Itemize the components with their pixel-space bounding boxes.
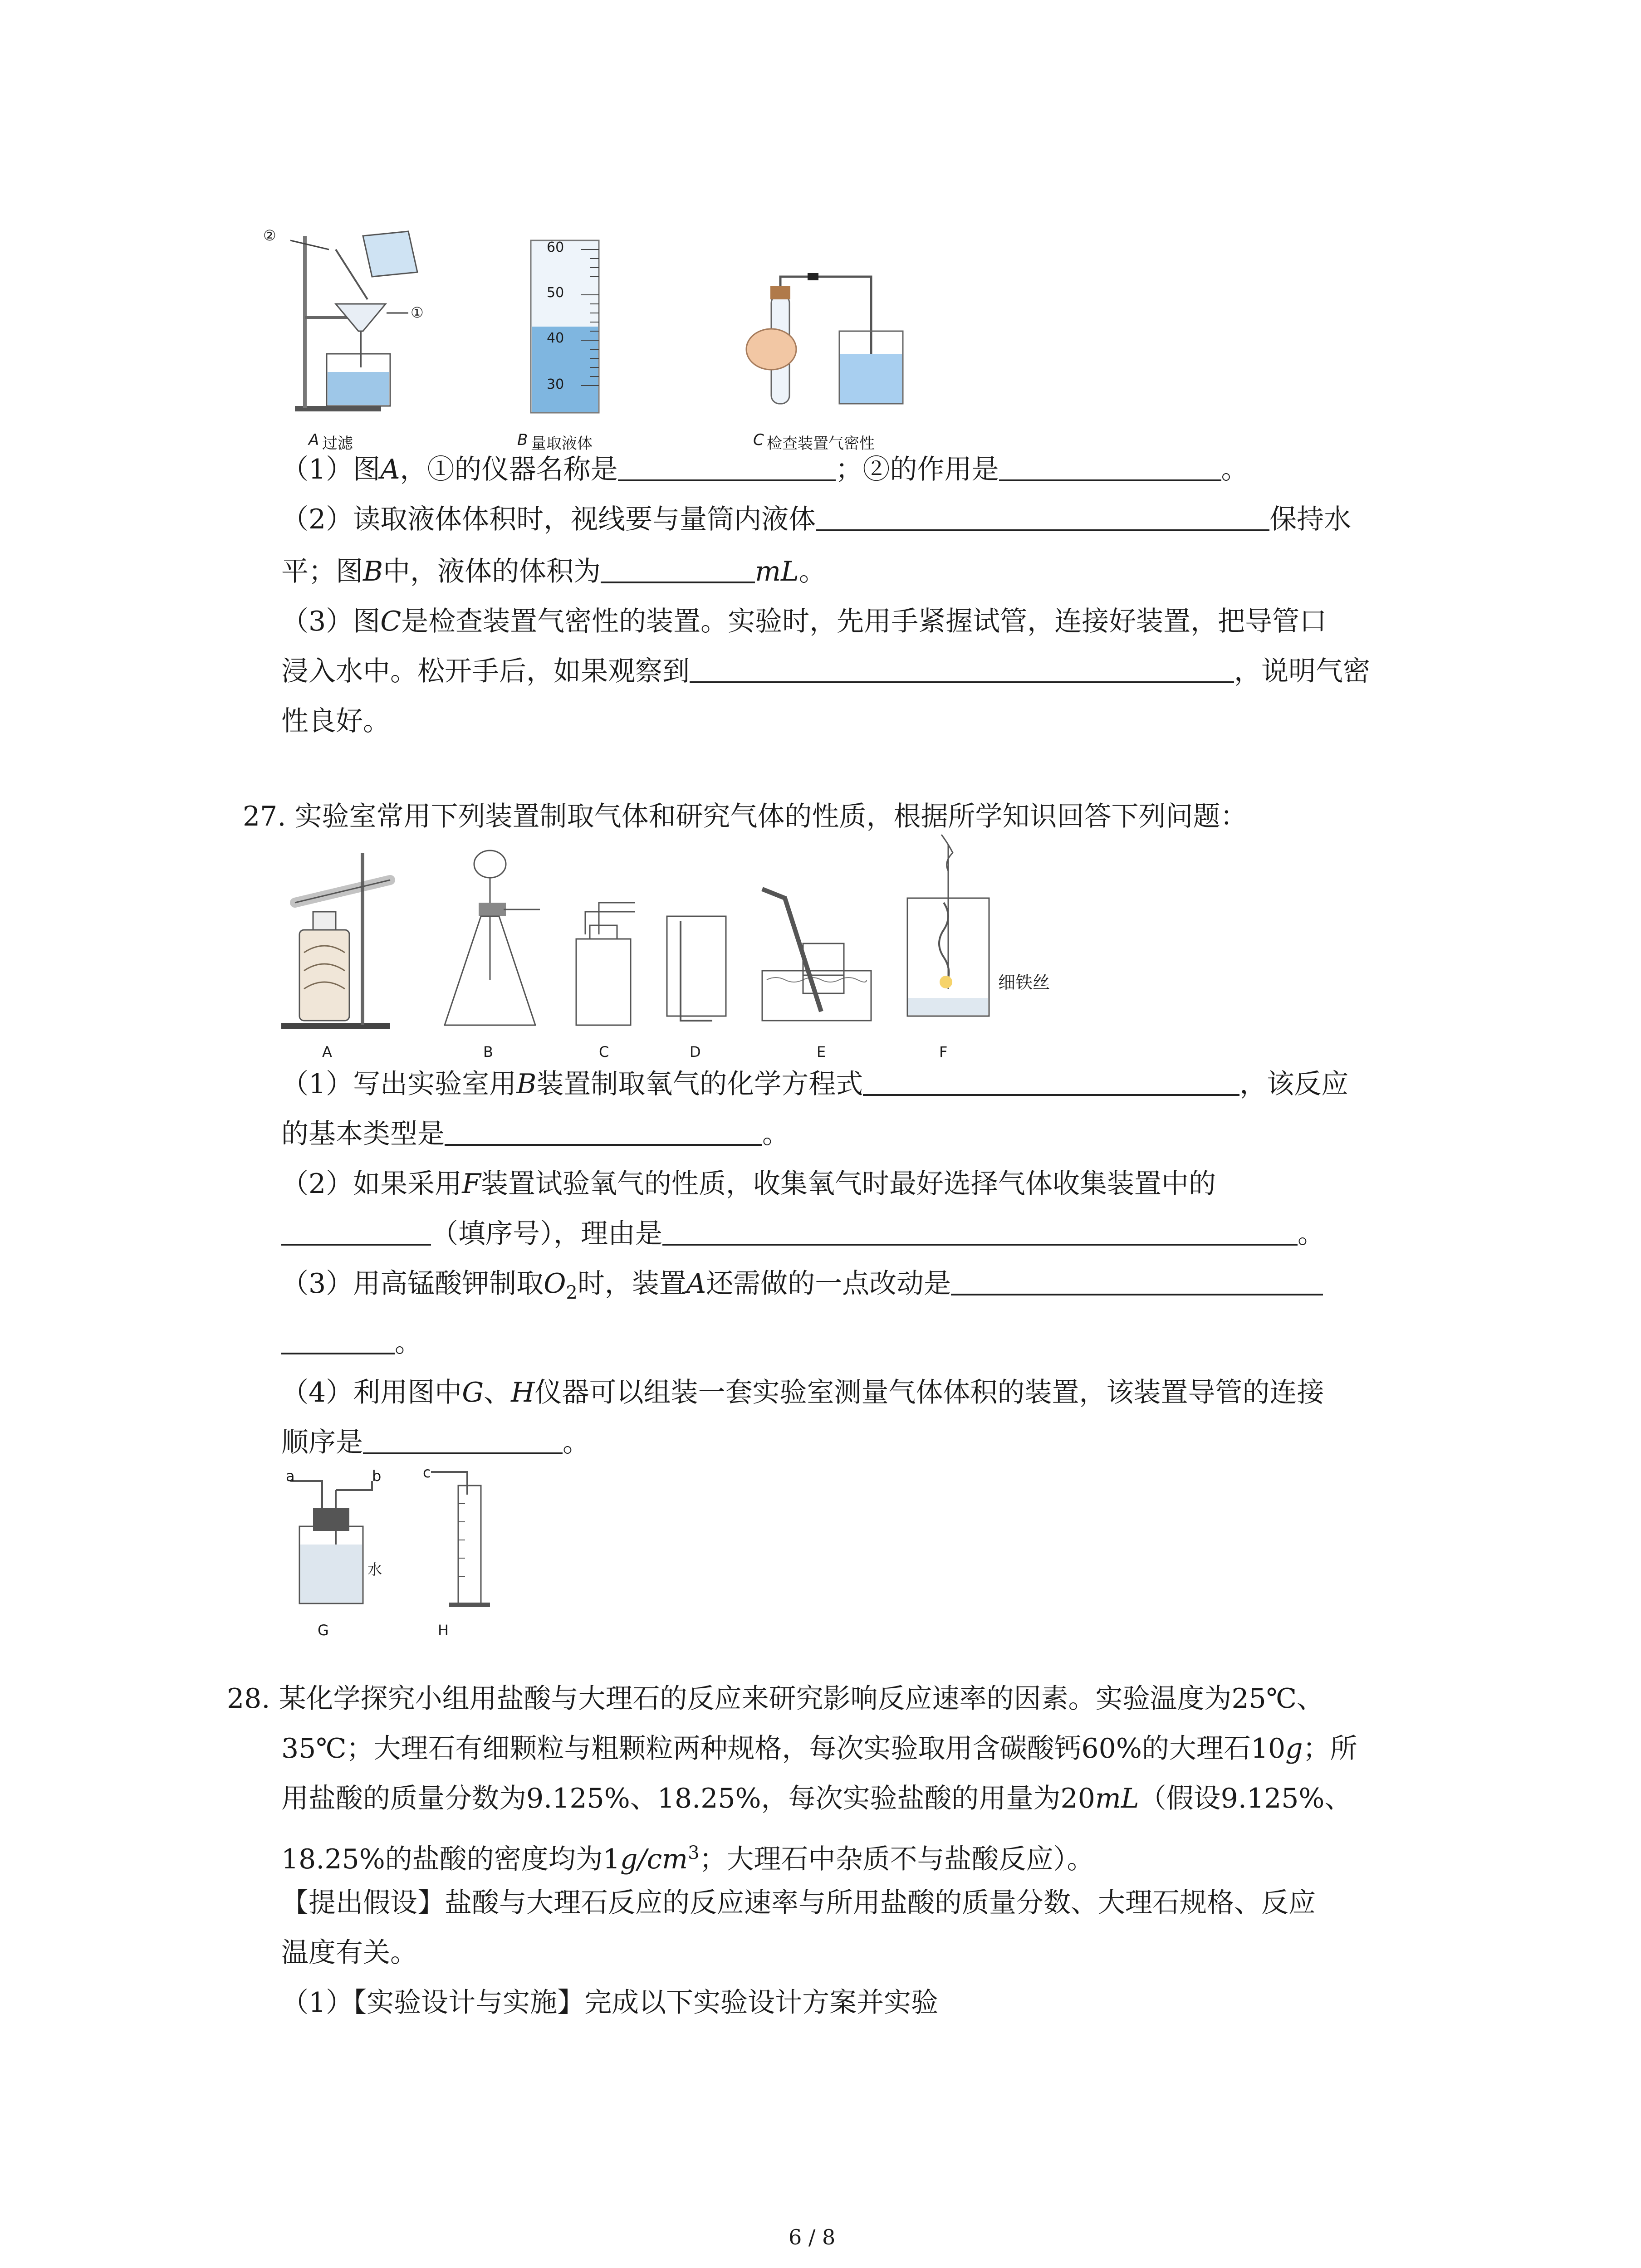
caption-a: 过滤 — [322, 435, 353, 453]
cylinder-mark-60: 60 — [547, 240, 564, 255]
caption-c-letter: C — [753, 431, 764, 449]
q27-part1-line2: 的基本类型是 。 — [281, 1114, 789, 1154]
label-d: D — [690, 1043, 701, 1061]
q26-blank-3[interactable] — [816, 500, 1269, 531]
caption-a-letter: A — [309, 431, 319, 449]
q26-part2-line1: （2）读取液体体积时，视线要与量筒内液体 保持水 — [281, 499, 1351, 540]
label-b: B — [483, 1043, 493, 1061]
q28-line2: 35℃；大理石有细颗粒与粗颗粒两种规格，每次实验取用含碳酸钙60%的大理石10g；所 — [281, 1733, 1357, 1765]
label-f: F — [939, 1043, 948, 1061]
q27-blank-5[interactable] — [951, 1265, 1323, 1295]
q28-line6: 温度有关。 — [281, 1937, 417, 1969]
q26-blank-4[interactable] — [601, 552, 755, 583]
q28-line3: 用盐酸的质量分数为9.125%、18.25%，每次实验盐酸的用量为20mL（假设9.125%、 — [281, 1783, 1352, 1814]
apparatus-a-icon — [277, 844, 413, 1034]
cylinder-mark-30: 30 — [547, 376, 564, 392]
q26-blank-5[interactable] — [690, 652, 1234, 683]
q27-part2-line1: （2）如果采用F装置试验氧气的性质，收集氧气时最好选择气体收集装置中的 — [281, 1168, 1216, 1200]
q27-part4-line2: 顺序是 。 — [281, 1422, 590, 1463]
q26-part3-line3: 性良好。 — [281, 705, 390, 737]
airtightness-check-icon — [735, 277, 926, 413]
caption-b: 量取液体 — [531, 435, 593, 453]
q26-part2-line2: 平；图B中，液体的体积为 mL。 — [281, 551, 826, 592]
q27-gh-figure — [281, 1464, 508, 1640]
q26-part3-line2: 浸入水中。松开手后，如果观察到 ，说明气密 — [281, 651, 1370, 692]
wire-label: 细铁丝 — [998, 973, 1050, 992]
apparatus-b-icon — [436, 844, 544, 1034]
q28-line7: （1）【实验设计与实施】完成以下实验设计方案并实验 — [281, 1987, 939, 2019]
apparatus-e-icon — [758, 844, 876, 1034]
q28-line5: 【提出假设】盐酸与大理石反应的反应速率与所用盐酸的质量分数、大理石规格、反应 — [281, 1887, 1316, 1919]
caption-b-letter: B — [517, 431, 528, 449]
label-gh-b: b — [372, 1467, 382, 1485]
q27-blank-1[interactable] — [863, 1065, 1239, 1096]
q26-blank-1[interactable] — [618, 450, 836, 481]
q27-part4-line1: （4）利用图中G、H仪器可以组装一套实验室测量气体体积的装置，该装置导管的连接 — [281, 1377, 1324, 1408]
q28-line1: 28. 某化学探究小组用盐酸与大理石的反应来研究影响反应速率的因素。实验温度为25℃、 — [227, 1683, 1324, 1715]
label-gh-g: G — [318, 1622, 329, 1639]
bottle-g-icon — [281, 1476, 390, 1613]
q26-figure — [263, 213, 971, 453]
q27-blank-3[interactable] — [281, 1215, 431, 1246]
q28-line4: 18.25%的盐酸的密度均为$1g/cm^3$；大理石中杂质不与盐酸反应）。 — [281, 1843, 1094, 1875]
label-e: E — [817, 1043, 826, 1061]
q27-part1-line1: （1）写出实验室用B装置制取氧气的化学方程式 ，该反应 — [281, 1064, 1348, 1105]
q27-blank-6[interactable] — [281, 1324, 395, 1354]
apparatus-d-icon — [658, 844, 735, 1034]
apparatus-c-icon — [567, 844, 640, 1034]
label-circle-1: ① — [411, 304, 424, 321]
cylinder-h-icon — [422, 1467, 485, 1613]
label-c: C — [599, 1043, 609, 1061]
q26-part3-line1: （3）图C是检查装置气密性的装置。实验时，先用手紧握试管，连接好装置，把导管口 — [281, 606, 1327, 637]
cylinder-mark-50: 50 — [547, 285, 564, 301]
label-gh-a: a — [286, 1467, 295, 1485]
q27-blank-2[interactable] — [445, 1115, 762, 1146]
label-gh-c: c — [423, 1464, 431, 1481]
q27-blank-7[interactable] — [363, 1423, 563, 1454]
q27-part3-line1: （3）用高锰酸钾制取$O_2$时，装置A还需做的一点改动是 — [281, 1263, 1323, 1313]
q27-part3-line2: 。 — [281, 1322, 422, 1363]
q26-blank-2[interactable] — [999, 450, 1221, 481]
q27-figure — [277, 844, 1093, 1061]
label-gh-h: H — [438, 1622, 449, 1639]
filtration-apparatus-icon — [281, 222, 431, 413]
cylinder-mark-40: 40 — [547, 330, 564, 346]
q26-part1: （1）图A，①的仪器名称是 ；②的作用是 。 — [281, 449, 1249, 490]
q27-blank-4[interactable] — [662, 1215, 1298, 1246]
label-gh-water: 水 — [367, 1561, 382, 1578]
label-a: A — [322, 1043, 332, 1061]
q27-stem: 27. 实验室常用下列装置制取气体和研究气体的性质，根据所学知识回答下列问题： — [243, 801, 1248, 832]
q27-part2-line2: （填序号），理由是 。 — [281, 1213, 1325, 1254]
page-number: 6 / 8 — [789, 2225, 836, 2249]
apparatus-f-icon — [898, 835, 998, 1034]
label-circle-2: ② — [263, 227, 276, 244]
caption-c: 检查装置气密性 — [767, 435, 875, 453]
